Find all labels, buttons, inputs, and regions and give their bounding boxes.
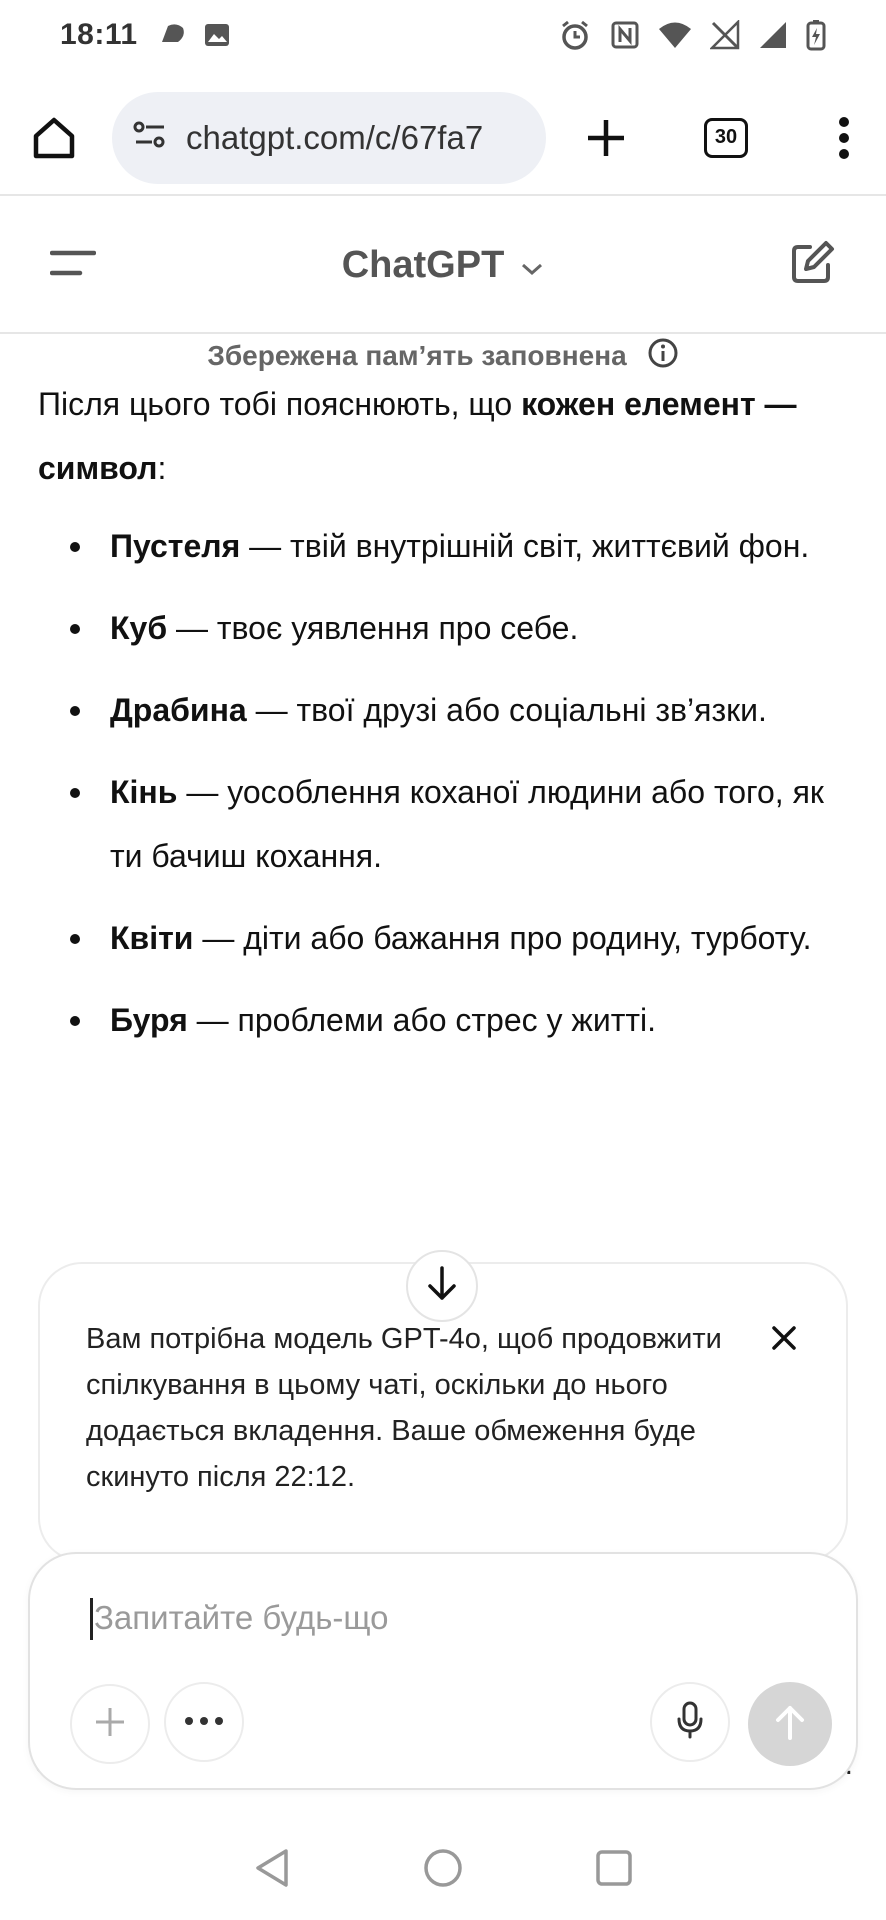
list-item-term: Кінь: [110, 774, 178, 810]
list-item-desc: — проблеми або стрес у житті.: [187, 1002, 657, 1038]
chat-header: [0, 200, 886, 330]
nfc-icon: [610, 20, 640, 50]
battery-charging-icon: [806, 19, 826, 51]
image-notification-icon: [202, 20, 232, 50]
ellipsis-icon: [184, 1713, 224, 1731]
list-item-term: Квіти: [110, 920, 194, 956]
list-item-term: Драбина: [110, 692, 247, 728]
list-item: [38, 514, 858, 578]
attach-button[interactable]: [70, 1684, 150, 1764]
voice-input-button[interactable]: [650, 1682, 730, 1762]
home-icon[interactable]: [30, 114, 78, 162]
plus-icon: [93, 1705, 127, 1744]
signal-icon: [758, 20, 788, 50]
list-item-term: Буря: [110, 1002, 188, 1038]
list-item-desc: — твій внутрішній світ, життєвий фон.: [240, 528, 810, 564]
info-icon[interactable]: [647, 337, 679, 376]
intro-suffix: :: [157, 450, 167, 486]
more-options-icon[interactable]: [838, 116, 850, 160]
microphone-icon: [675, 1700, 705, 1745]
list-item: [38, 760, 858, 888]
list-item-desc: — твоє уявлення про себе.: [167, 610, 579, 646]
message-composer: [28, 1552, 858, 1790]
list-item-desc: — уособлення коханої людини або того, як ти бачиш кохання.: [110, 774, 824, 874]
system-navigation-bar: [0, 1820, 886, 1920]
chat-title-text: ChatGPT: [341, 243, 505, 286]
model-selector[interactable]: [0, 244, 886, 287]
message-intro: [38, 372, 858, 500]
intro-prefix: Після цього тобі пояснюють, що: [38, 386, 522, 422]
chevron-down-icon: [520, 244, 544, 287]
new-chat-icon[interactable]: [788, 239, 836, 292]
messenger-notification-icon: [158, 20, 188, 50]
close-notice-button[interactable]: [764, 1318, 804, 1358]
symbol-list: [38, 514, 858, 1052]
address-bar[interactable]: [112, 92, 546, 184]
arrow-down-icon: [424, 1264, 460, 1309]
back-icon[interactable]: [252, 1847, 292, 1894]
url-text: chatgpt.com/c/67fa7: [186, 118, 484, 156]
status-bar: [0, 0, 886, 70]
toolbar-divider: [0, 194, 886, 196]
notice-text: Вам потрібна модель GPT-4o, щоб продовжити спілкування в цьому чаті, оскільки до нього додається вкладення. Ваше обмеження буде скинуто після 22:12.: [86, 1323, 722, 1493]
message-input[interactable]: [94, 1588, 794, 1648]
assistant-message: [38, 372, 858, 1070]
sidebar-menu-icon[interactable]: [50, 247, 96, 284]
list-item-desc: — діти або бажання про родину, турботу.: [193, 920, 812, 956]
status-time: 18:11: [60, 18, 138, 51]
arrow-up-icon: [772, 1702, 808, 1747]
list-item: [38, 678, 858, 742]
text-cursor: [90, 1598, 93, 1640]
recents-icon[interactable]: [594, 1848, 634, 1893]
send-button[interactable]: [748, 1682, 832, 1766]
list-item-term: Куб: [110, 610, 168, 646]
tab-switcher-button[interactable]: 30: [704, 118, 748, 158]
alarm-icon: [558, 18, 592, 52]
scroll-to-bottom-button[interactable]: [406, 1250, 478, 1322]
wifi-icon: [658, 20, 692, 50]
list-item: [38, 906, 858, 970]
no-sim-icon: [710, 20, 740, 50]
browser-toolbar: [0, 80, 886, 195]
list-item-desc: — твої друзі або соціальні зв’язки.: [246, 692, 767, 728]
intro-bold: кожен елемент — символ: [38, 386, 797, 486]
list-item: [38, 988, 858, 1052]
list-item: [38, 596, 858, 660]
list-item-term: Пустеля: [110, 528, 241, 564]
home-circle-icon[interactable]: [422, 1847, 464, 1894]
memory-full-text: Збережена пам’ять заповнена: [207, 340, 627, 371]
tools-button[interactable]: [164, 1682, 244, 1762]
new-tab-button[interactable]: [584, 116, 628, 160]
site-settings-icon[interactable]: [130, 115, 170, 160]
